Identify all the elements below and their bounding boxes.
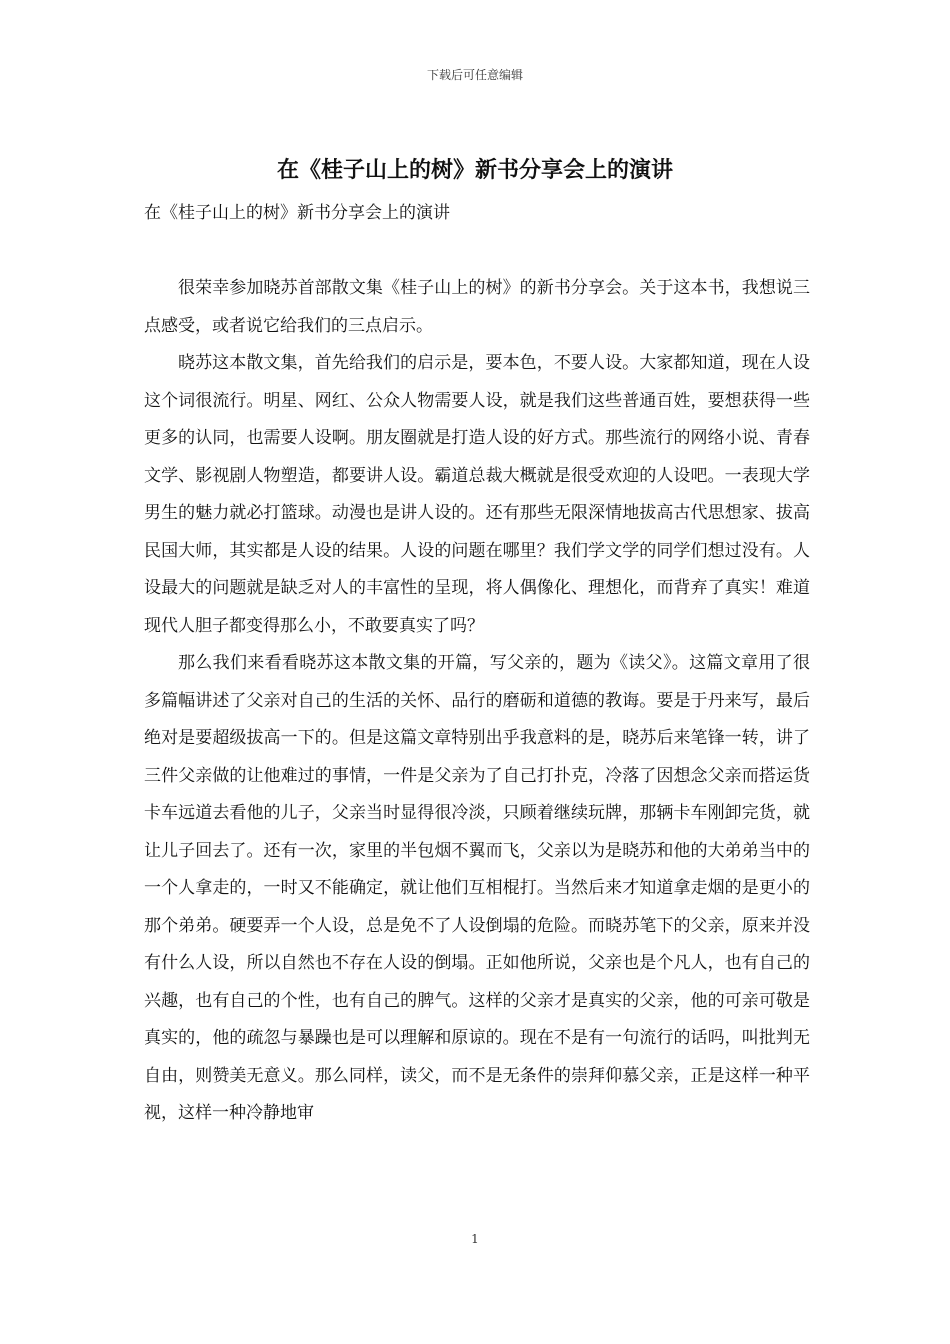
- document-body: [144, 270, 810, 1133]
- body-paragraph-3: 那么我们来看看晓苏这本散文集的开篇，写父亲的，题为《读父》。这篇文章用了很多篇幅讲述了父亲对自己的生活的关怀、品行的磨砺和道德的教诲。要是于丹来写，最后绝对是要超级拔高一下的。但是这篇文章特别出乎我意料的是，晓苏后来笔锋一转，讲了三件父亲做的让他难过的事情，一件是父亲为了自己打扑克，冷落了因想念父亲而搭运货卡车远道去看他的儿子，父亲当时显得很冷淡，只顾着继续玩牌，那辆卡车刚卸完货，就让儿子回去了。还有一次，家里的半包烟不翼而飞，父亲以为是晓苏和他的大弟弟当中的一个人拿走的，一时又不能确定，就让他们互相棍打。当然后来才知道拿走烟的是更小的那个弟弟。硬要弄一个人设，总是免不了人设倒塌的危险。而晓苏笔下的父亲，原来并没有什么人设，所以自然也不存在人设的倒塌。正如他所说，父亲也是个凡人，也有自己的兴趣，也有自己的个性，也有自己的脾气。这样的父亲才是真实的父亲，他的可亲可敬是真实的，他的疏忽与暴躁也是可以理解和原谅的。现在不是有一句流行的话吗，叫批判无自由，则赞美无意义。那么同样，读父，而不是无条件的崇拜仰慕父亲，正是这样一种平视，这样一种冷静地审: [144, 653, 810, 1123]
- document-title: 在《桂子山上的树》新书分享会上的演讲: [276, 157, 673, 183]
- document-subtitle: 在《桂子山上的树》新书分享会上的演讲: [144, 203, 450, 223]
- body-paragraph-1: 很荣幸参加晓苏首部散文集《桂子山上的树》的新书分享会。关于这本书，我想说三点感受，或者说它给我们的三点启示。: [144, 278, 810, 336]
- page-number: 1: [471, 1232, 479, 1246]
- page-header-note: 下载后可任意编辑: [426, 68, 523, 82]
- body-paragraph-2: 晓苏这本散文集，首先给我们的启示是，要本色，不要人设。大家都知道，现在人设这个词很流行。明星、网红、公众人物需要人设，就是我们这些普通百姓，要想获得一些更多的认同，也需要人设啊。朋友圈就是打造人设的好方式。那些流行的网络小说、青春文学、影视剧人物塑造，都要讲人设。霸道总裁大概就是很受欢迎的人设吧。一表现大学男生的魅力就必打篮球。动漫也是讲人设的。还有那些无限深情地拔高古代思想家、拔高民国大师，其实都是人设的结果。人设的问题在哪里？我们学文学的同学们想过没有。人设最大的问题就是缺乏对人的丰富性的呈现，将人偶像化、理想化，而背弃了真实！难道现代人胆子都变得那么小，不敢要真实了吗？: [144, 353, 810, 636]
